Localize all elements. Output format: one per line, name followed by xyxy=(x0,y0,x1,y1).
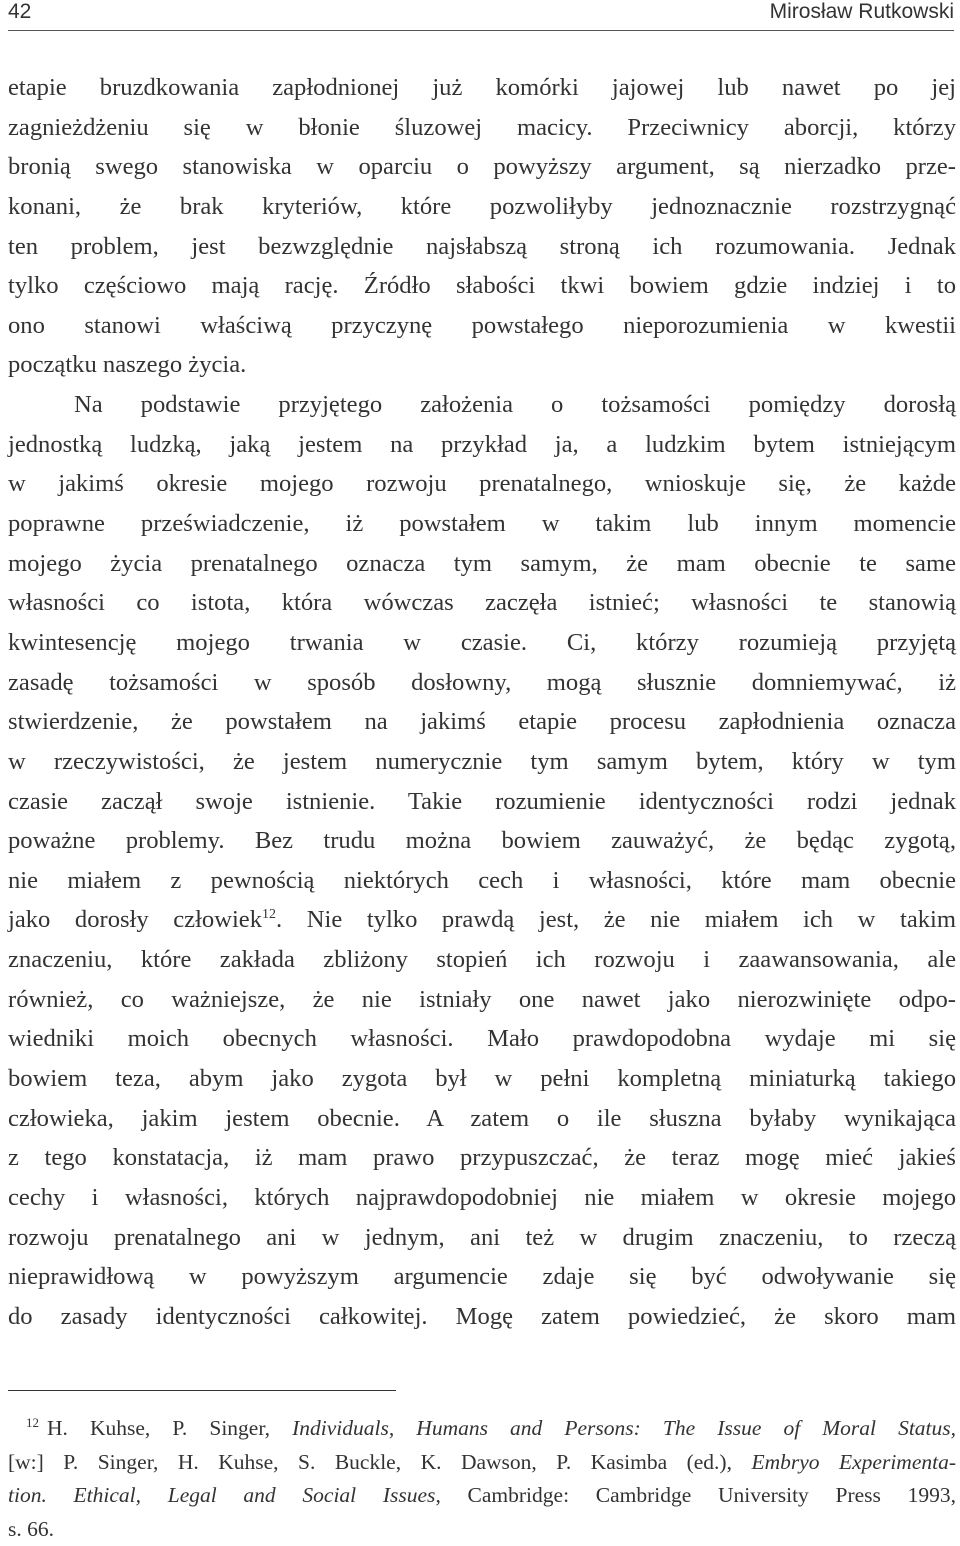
text-line: stwierdzenie, że powstałem na jakimś etapie procesu zapłodnienia oznacza xyxy=(8,708,956,736)
footnote-book-title: Embryo Experimenta- xyxy=(751,1449,956,1474)
text-line: znaczeniu, które zakłada zbliżony stopień ich rozwoju i zaawansowania, ale xyxy=(8,946,956,974)
page-header xyxy=(8,0,954,31)
footnote-authors: H. Kuhse, P. Singer, xyxy=(47,1416,293,1440)
text-line: własności co istota, która wówczas zaczęła istnieć; własności te stanowią xyxy=(8,589,956,617)
text-line: nieprawidłową w powyższym argumencie zdaje się być odwoływanie się xyxy=(8,1263,956,1291)
footnote-line xyxy=(8,1479,956,1513)
text-line: nie miałem z pewnością niektórych cech i własności, które mam obecnie xyxy=(8,866,956,894)
text-line: Na podstawie przyjętego założenia o tożsamości pomiędzy dorosłą xyxy=(74,391,956,419)
text-line: zagnieżdżeniu się w błonie śluzowej macicy. Przeciwnicy aborcji, którzy xyxy=(8,113,956,141)
text-line: bronią swego stanowiska w oparciu o powyższy argument, są nierzadko prze- xyxy=(8,153,956,181)
text-line: ten problem, jest bezwzględnie najsłabszą stroną ich rozumowania. Jednak xyxy=(8,232,956,260)
footnote-line xyxy=(8,1446,956,1480)
text-line: początku naszego życia. xyxy=(8,351,247,379)
footnote-reference[interactable]: 12 xyxy=(262,907,277,923)
footnote-line xyxy=(8,1412,956,1446)
text-line: tylko częściowo mają rację. Źródło słabości tkwi bowiem gdzie indziej i to xyxy=(8,272,956,300)
text-line: w jakimś okresie mojego rozwoju prenatalnego, wnioskuje się, że każde xyxy=(8,470,956,498)
footnote-book-title-cont: tion. Ethical, Legal and Social Issues xyxy=(8,1483,436,1508)
footnote-title: Individuals, Humans and Persons: The Issue of Moral Status, xyxy=(292,1416,957,1440)
text-line: z tego konstatacja, iż mam prawo przypuszczać, że teraz mogę mieć jakieś xyxy=(8,1144,956,1172)
text-line: również, co ważniejsze, że nie istniały one nawet jako nierozwinięte odpo- xyxy=(8,985,956,1013)
footnote xyxy=(8,1412,956,1546)
text-line: zasadę tożsamości w sposób dosłowny, mogą słusznie domniemywać, iż xyxy=(8,668,956,696)
text-line: wiedniki moich obecnych własności. Mało prawdopodobna wydaje mi się xyxy=(8,1025,956,1053)
text-segment: jako dorosły człowiek xyxy=(8,906,263,934)
text-line: człowieka, jakim jestem obecnie. A zatem o ile słuszna byłaby wynikająca xyxy=(8,1104,956,1132)
text-line: konani, że brak kryteriów, które pozwoliłyby jednoznacznie rozstrzygnąć xyxy=(8,192,956,220)
footnote-line: s. 66. xyxy=(8,1516,54,1541)
page-number: 42 xyxy=(8,0,32,23)
text-line: czasie zaczął swoje istnienie. Takie rozumienie identyczności rodzi jednak xyxy=(8,787,956,815)
text-line: ono stanowi właściwą przyczynę powstałego nieporozumienia w kwestii xyxy=(8,311,956,339)
running-head-author: Mirosław Rutkowski xyxy=(769,0,954,23)
text-line: poprawne przeświadczenie, iż powstałem w takim lub innym momencie xyxy=(8,510,956,538)
text-line: do zasady identyczności całkowitej. Mogę zatem powiedzieć, że skoro mam xyxy=(8,1302,956,1330)
footnote-number: 12 xyxy=(26,1415,39,1430)
text-line: kwintesencję mojego trwania w czasie. Ci, którzy rozumieją przyjętą xyxy=(8,628,956,656)
footnote-editors: [w:] P. Singer, H. Kuhse, S. Buckle, K. Dawson, P. Kasimba (ed.), xyxy=(8,1449,752,1474)
text-line: mojego życia prenatalnego oznacza tym samym, że mam obecnie te same xyxy=(8,549,956,577)
text-line-with-footnote-ref xyxy=(8,900,956,940)
text-line: w rzeczywistości, że jestem numerycznie tym samym bytem, który w tym xyxy=(8,747,956,775)
footnote-separator xyxy=(8,1390,396,1391)
text-line: cechy i własności, których najprawdopodobniej nie miałem w okresie mojego xyxy=(8,1183,956,1211)
text-line: rozwoju prenatalnego ani w jednym, ani też w drugim znaczeniu, to rzeczą xyxy=(8,1223,956,1251)
text-line: bowiem teza, abym jako zygota był w pełni kompletną miniaturką takiego xyxy=(8,1065,956,1093)
text-line: etapie bruzdkowania zapłodnionej już komórki jajowej lub nawet po jej xyxy=(8,74,956,101)
footnote-publisher: , Cambridge: Cambridge University Press 1993, xyxy=(435,1483,957,1508)
text-line: jednostką ludzką, jaką jestem na przykład ja, a ludzkim bytem istniejącym xyxy=(8,430,956,458)
body-text xyxy=(8,68,956,1337)
text-line: poważne problemy. Bez trudu można bowiem zauważyć, że będąc zygotą, xyxy=(8,827,956,855)
text-segment: . Nie tylko prawdą jest, że nie miałem ich w takim xyxy=(276,906,956,934)
